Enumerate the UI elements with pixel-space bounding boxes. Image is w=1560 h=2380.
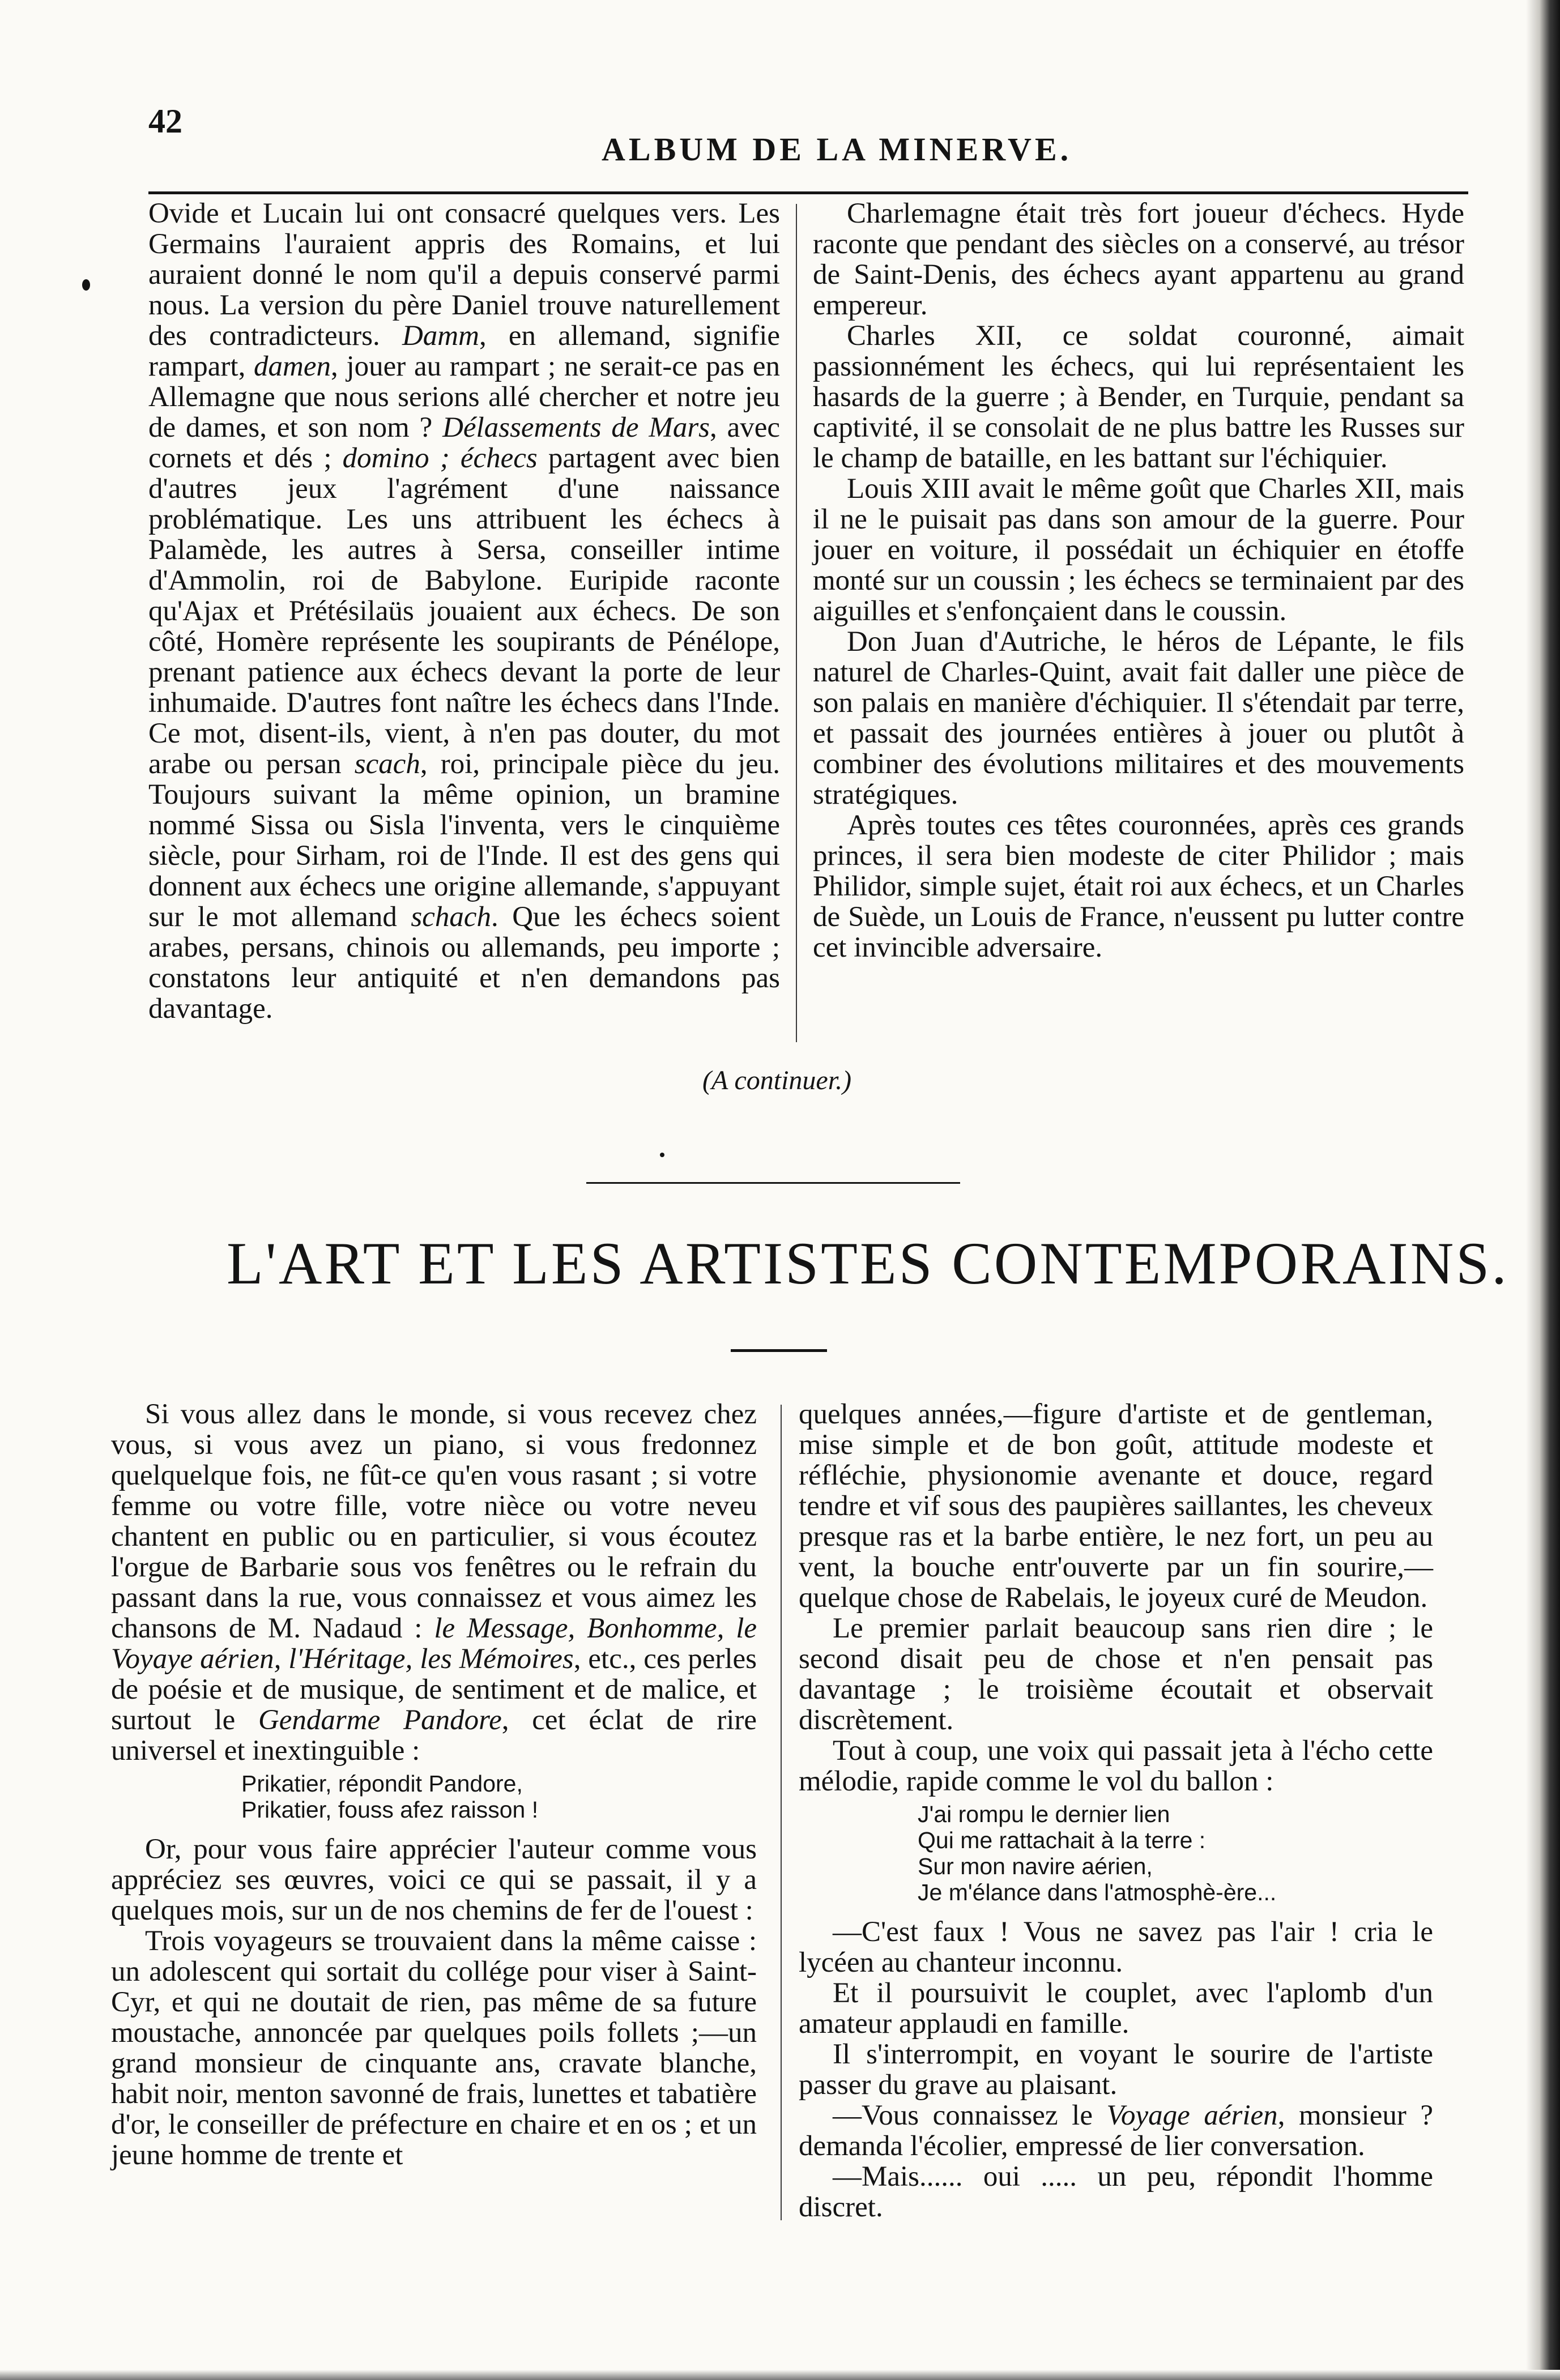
verse-quote bbox=[111, 1771, 757, 1823]
text-run: , avec cornets et dés ; bbox=[148, 412, 780, 474]
text-run: , roi, principale pièce du jeu. Toujours suivant la même opinion, un bramine nommé Sissa ou Sisla l'inventa, vers le cinquième siècle, pour Sirham, roi de l'Inde. Il est des gens qui donnent aux échecs une origine allemande, s'appuyant sur le mot allemand bbox=[148, 748, 781, 933]
ornament-dot bbox=[660, 1153, 664, 1157]
margin-mark bbox=[82, 279, 90, 291]
scan-bottom-edge bbox=[0, 2370, 1560, 2380]
verse-line: Qui me rattachait à la terre : bbox=[918, 1827, 1206, 1853]
italic-term: Damm bbox=[402, 320, 479, 352]
verse-line: Prikatier, répondit Pandore, bbox=[241, 1771, 523, 1797]
verse-line: Sur mon navire aérien, bbox=[918, 1853, 1153, 1879]
text-run: partagent avec bien d'autres jeux l'agrément d'une naissance problématique. Les uns attribuent les échecs à Palamède, les autres à Sersa, conseiller intime d'Ammolin, roi de Babylone. Euripide raconte qu'Ajax et Prétésilaüs jouaient aux échecs. De son côté, Homère représente les soupirants de Pénélope, prenant patience aux échecs devant la porte de leur inhumaide. D'autres font naître les échecs dans l'Inde. Ce mot, disent-ils, vient, à n'en pas douter, du mot arabe ou persan bbox=[148, 442, 781, 780]
title-rule bbox=[731, 1349, 827, 1352]
paragraph: Or, pour vous faire apprécier l'auteur comme vous appréciez ses œuvres, voici ce qui se passait, il y a quelques mois, sur un de nos chemins de fer de l'ouest : bbox=[111, 1833, 757, 1926]
paragraph: —Mais...... oui ..... un peu, répondit l'homme discret. bbox=[799, 2161, 1433, 2223]
section-title: L'ART ET LES ARTISTES CONTEMPORAINS. bbox=[227, 1230, 1509, 1296]
paragraph: Tout à coup, une voix qui passait jeta à l'écho cette mélodie, rapide comme le vol du ballon : bbox=[799, 1735, 1433, 1797]
italic-term: damen bbox=[254, 351, 331, 382]
text-run: Ovide et Lucain lui ont consacré quelques vers. Les Germains l'auraient appris des Romains, et lui auraient donné le nom qu'il a depuis conservé parmi nous. La version du père Daniel trouve naturellement des contradicteurs. bbox=[148, 198, 780, 352]
paragraph: Après toutes ces têtes couronnées, après ces grands princes, il sera bien modeste de citer Philidor ; mais Philidor, simple sujet, était roi aux échecs, et un Charles de Suède, un Louis de France, n'eussent pu lutter contre cet invincible adversaire. bbox=[813, 809, 1464, 963]
bottom-right-column bbox=[799, 1399, 1433, 2226]
text-run: , etc., ces perles de poésie et de musique, de sentiment et de malice, et surtout le bbox=[111, 1643, 757, 1736]
paragraph: Louis XIII avait le même goût que Charles XII, mais il ne le puisait pas dans son amour de la guerre. Pour jouer en voiture, il possédait un échiquier en étoffe monté sur un coussin ; les échecs se terminaient par des aiguilles et s'enfonçaient dans le coussin. bbox=[813, 473, 1464, 627]
paragraph: quelques années,—figure d'artiste et de gentleman, mise simple et de bon goût, attitude modeste et réfléchie, physionomie avenante et douce, regard tendre et vif sous des paupières saillantes, les cheveux presque ras et la barbe entière, le nez fort, un peu au vent, la bouche entr'ouverte par un fin sourire,—quelque chose de Rabelais, le joyeux curé de Meudon. bbox=[799, 1398, 1433, 1614]
paragraph bbox=[799, 2100, 1433, 2161]
italic-titles: le Message, Bonhomme, le Voyaye aérien, l'Héritage, les Mémoires bbox=[111, 1613, 757, 1675]
italic-title: Voyage aérien bbox=[1106, 2100, 1278, 2131]
text-run: —Vous connaissez le bbox=[833, 2100, 1093, 2131]
text-run: Si vous allez dans le monde, si vous recevez chez vous, si vous avez un piano, si vous fredonnez quelquelque fois, ne fût-ce qu'en vous rasant ; si votre femme ou votre fille, votre nièce ou votre neveu chantent en public ou en particulier, si vous écoutez l'orgue de Barbarie sous vos fenêtres ou le refrain du passant dans la rue, vous connaissez et vous aimez les chansons de M. Nadaud : bbox=[111, 1398, 757, 1644]
text-run: , monsieur ? demanda l'écolier, empressé de lier conversation. bbox=[799, 2100, 1434, 2162]
verse-line: Prikatier, fouss afez raisson ! bbox=[241, 1797, 539, 1823]
paragraph bbox=[148, 198, 780, 1024]
text-run: , jouer au rampart ; ne serait-ce pas en Allemagne que nous serions allé chercher et notre jeu de dames, et son nom ? bbox=[148, 351, 780, 443]
header-rule bbox=[148, 191, 1468, 194]
bottom-left-column bbox=[111, 1399, 757, 2226]
to-be-continued: (A continuer.) bbox=[702, 1065, 852, 1095]
italic-term: domino ; échecs bbox=[342, 442, 538, 474]
paragraph: Charles XII, ce soldat couronné, aimait passionnément les échecs, qui lui représentaient les hasards de la guerre ; à Bender, en Turquie, pendant sa captivité, il se consolait de ne plus battre les Russes sur le champ de bataille, en les battant sur l'échiquier. bbox=[813, 320, 1464, 474]
page-number: 42 bbox=[148, 103, 182, 140]
column-divider bbox=[796, 204, 797, 1042]
paragraph: —C'est faux ! Vous ne savez pas l'air ! cria le lycéen au chanteur inconnu. bbox=[799, 1916, 1433, 1978]
scan-edge bbox=[1526, 0, 1560, 2380]
song-quote bbox=[799, 1801, 1433, 1905]
text-run: , cet éclat de rire universel et inextinguible : bbox=[111, 1704, 757, 1767]
paragraph: Charlemagne était très fort joueur d'échecs. Hyde raconte que pendant des siècles on a conservé, au trésor de Saint-Denis, des échecs ayant appartenu au grand empereur. bbox=[813, 198, 1464, 321]
page-header bbox=[148, 96, 1468, 168]
text-run: . Que les échecs soient arabes, persans, chinois ou allemands, peu importe ; constatons leur antiquité et n'en demandons pas davantage. bbox=[148, 901, 780, 1025]
paragraph: Trois voyageurs se trouvaient dans la même caisse : un adolescent qui sortait du collége pour viser à Saint-Cyr, et qui ne doutait de rien, pas même de sa future moustache, annoncée par quelques poils follets ;—un grand monsieur de cinquante ans, cravate blanche, habit noir, menton savonné de frais, lunettes et tabatière d'or, le conseiller de préfecture en chaire et en os ; et un jeune homme de trente et bbox=[111, 1925, 757, 2171]
section-separator bbox=[586, 1182, 960, 1184]
top-left-column bbox=[148, 198, 780, 1025]
verse-line: Je m'élance dans l'atmosphè-ère... bbox=[918, 1879, 1277, 1905]
text-run: , en allemand, signifie rampart, bbox=[148, 320, 780, 382]
paragraph: Don Juan d'Autriche, le héros de Lépante, le fils naturel de Charles-Quint, avait fait daller une pièce de son palais en manière d'échiquier. Il s'étendait par terre, et passait des journées entières à jouer ou plutôt à combiner des évolutions militaires et des mouvements stratégiques. bbox=[813, 626, 1464, 811]
paragraph: Et il poursuivit le couplet, avec l'aplomb d'un amateur applaudi en famille. bbox=[799, 1977, 1433, 2040]
italic-term: schach bbox=[411, 901, 491, 933]
italic-title: Gendarme Pandore bbox=[258, 1704, 502, 1736]
paragraph: Le premier parlait beaucoup sans rien dire ; le second disait peu de chose et n'en pensait pas davantage ; le troisième écoutait et observait discrètement. bbox=[799, 1613, 1433, 1736]
top-right-column bbox=[813, 198, 1464, 1048]
italic-term: Délassements de Mars bbox=[442, 412, 710, 443]
paragraph: Il s'interrompit, en voyant le sourire de l'artiste passer du grave au plaisant. bbox=[799, 2038, 1433, 2101]
paragraph bbox=[111, 1399, 757, 1766]
column-divider bbox=[781, 1405, 782, 2220]
running-title: ALBUM DE LA MINERVE. bbox=[602, 131, 1072, 168]
italic-term: scach bbox=[354, 748, 420, 780]
verse-line: J'ai rompu le dernier lien bbox=[918, 1801, 1170, 1827]
